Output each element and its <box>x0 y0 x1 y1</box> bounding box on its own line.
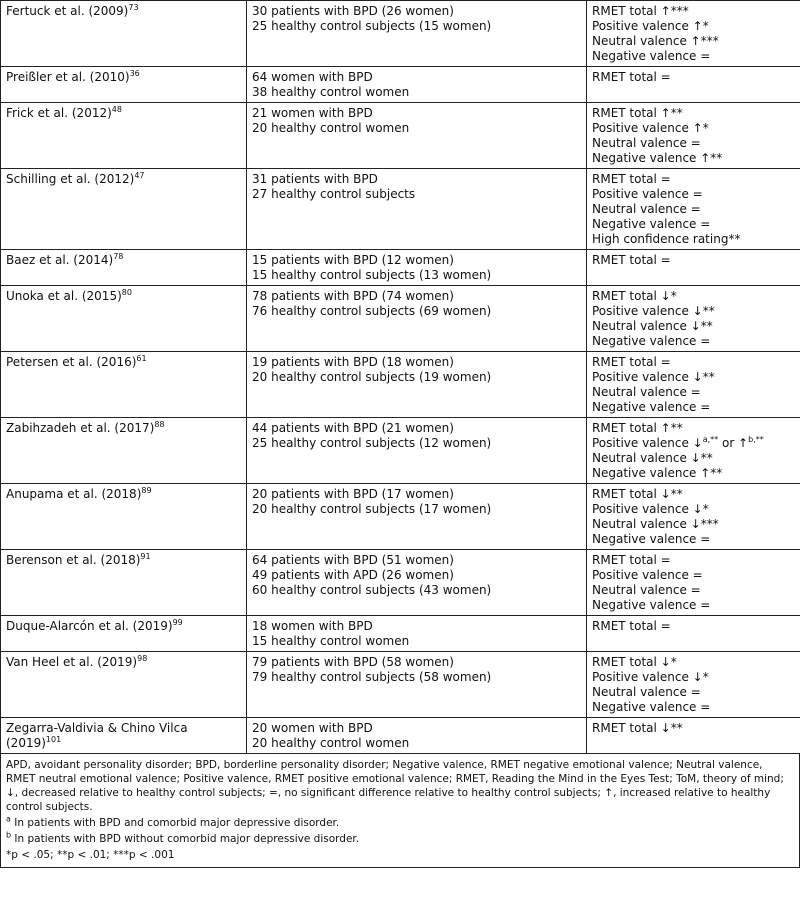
study-cell <box>1 103 247 169</box>
finding-line <box>592 121 795 136</box>
finding-superscript: a,** <box>702 435 719 444</box>
participants-cell <box>247 1 587 67</box>
finding-text: High confidence rating** <box>592 232 741 246</box>
table-row <box>1 1 800 67</box>
finding-text: RMET total ↑** <box>592 106 683 120</box>
finding-superscript: b,** <box>748 435 764 444</box>
study-name: Zegarra-Valdivia & Chino Vilca (2019) <box>6 721 188 750</box>
findings-cell <box>587 250 800 286</box>
participant-line: 60 healthy control subjects (43 women) <box>252 583 492 597</box>
finding-line <box>592 685 795 700</box>
study-name: Berenson et al. (2018) <box>6 553 141 567</box>
study-name: Frick et al. (2012) <box>6 106 112 120</box>
finding-text: Negative valence = <box>592 49 711 63</box>
finding-text: RMET total ↑** <box>592 421 683 435</box>
findings-cell <box>587 550 800 616</box>
findings-cell <box>587 352 800 418</box>
finding-text: Positive valence = <box>592 187 703 201</box>
study-cell <box>1 484 247 550</box>
study-name: Baez et al. (2014) <box>6 253 114 267</box>
finding-text: Positive valence ↑* <box>592 121 709 135</box>
participant-line: 20 healthy control women <box>252 736 410 750</box>
participant-line: 27 healthy control subjects <box>252 187 416 201</box>
table-row <box>1 286 800 352</box>
finding-line <box>592 421 795 436</box>
participant-line: 64 patients with BPD (51 women) <box>252 553 454 567</box>
table-body <box>1 1 800 754</box>
finding-text: RMET total = <box>592 172 671 186</box>
participants-cell <box>247 652 587 718</box>
finding-text: RMET total = <box>592 253 671 267</box>
participant-line: 78 patients with BPD (74 women) <box>252 289 454 303</box>
participant-line: 79 patients with BPD (58 women) <box>252 655 454 669</box>
reference-number: 89 <box>141 486 152 495</box>
finding-text: Neutral valence = <box>592 136 701 150</box>
reference-number: 88 <box>154 420 165 429</box>
participants-cell <box>247 103 587 169</box>
finding-line <box>592 583 795 598</box>
finding-text: or ↑ <box>718 436 749 450</box>
finding-text: Neutral valence ↓** <box>592 451 713 465</box>
study-name: Preißler et al. (2010) <box>6 70 130 84</box>
reference-number: 78 <box>113 252 124 261</box>
finding-line <box>592 136 795 151</box>
finding-line <box>592 517 795 532</box>
footnote-b-mark: b <box>6 830 12 840</box>
finding-line <box>592 19 795 34</box>
participant-line: 44 patients with BPD (21 women) <box>252 421 454 435</box>
reference-number: 36 <box>129 69 140 78</box>
finding-text: RMET total = <box>592 619 671 633</box>
reference-number: 99 <box>172 618 183 627</box>
finding-line <box>592 502 795 517</box>
finding-line <box>592 436 795 451</box>
study-cell <box>1 250 247 286</box>
table-row <box>1 418 800 484</box>
participant-line: 21 women with BPD <box>252 106 373 120</box>
findings-cell <box>587 1 800 67</box>
participant-line: 20 healthy control subjects (19 women) <box>252 370 492 384</box>
finding-text: Positive valence ↓** <box>592 370 715 384</box>
finding-text: Neutral valence = <box>592 685 701 699</box>
participant-line: 20 healthy control women <box>252 121 410 135</box>
study-cell <box>1 718 247 754</box>
footnote-a <box>6 816 794 830</box>
participant-line: 25 healthy control subjects (12 women) <box>252 436 492 450</box>
finding-text: Positive valence = <box>592 568 703 582</box>
finding-text: Positive valence ↓* <box>592 502 709 516</box>
finding-line <box>592 670 795 685</box>
study-name: Fertuck et al. (2009) <box>6 4 129 18</box>
finding-line <box>592 451 795 466</box>
finding-line <box>592 319 795 334</box>
participants-cell <box>247 484 587 550</box>
footnote-a-text: In patients with BPD and comorbid major depressive disorder. <box>14 817 340 829</box>
table-row <box>1 67 800 103</box>
participant-line: 15 patients with BPD (12 women) <box>252 253 454 267</box>
finding-line <box>592 370 795 385</box>
finding-line <box>592 4 795 19</box>
finding-text: Negative valence = <box>592 400 711 414</box>
study-cell <box>1 352 247 418</box>
participant-line: 31 patients with BPD <box>252 172 378 186</box>
finding-text: Negative valence = <box>592 217 711 231</box>
finding-text: Positive valence ↓ <box>592 436 703 450</box>
finding-line <box>592 487 795 502</box>
finding-line <box>592 151 795 166</box>
finding-text: Negative valence = <box>592 532 711 546</box>
abbreviations-note: APD, avoidant personality disorder; BPD, borderline personality disorder; Negative valence, RMET negative emotional valence; Neutral valence, RMET neutral emotional valence; Positive valence, RMET positive emotional valence; RMET, Reading the Mind in the Eyes Test; ToM, theory of mind; ↓, decreased relative to healthy control subjects; =, no significant difference relative to healthy control subjects; ↑, increased relative to healthy control subjects. <box>6 759 784 813</box>
finding-text: Negative valence = <box>592 598 711 612</box>
participant-line: 15 healthy control subjects (13 women) <box>252 268 492 282</box>
participants-cell <box>247 286 587 352</box>
finding-line <box>592 466 795 481</box>
participants-cell <box>247 169 587 250</box>
finding-line <box>592 49 795 64</box>
finding-line <box>592 721 795 736</box>
table-row <box>1 484 800 550</box>
finding-text: Neutral valence ↑*** <box>592 34 719 48</box>
finding-line <box>592 619 795 634</box>
participants-cell <box>247 418 587 484</box>
finding-line <box>592 202 795 217</box>
study-cell <box>1 550 247 616</box>
reference-number: 73 <box>128 3 139 12</box>
finding-line <box>592 532 795 547</box>
reference-number: 80 <box>121 288 132 297</box>
reference-number: 98 <box>137 654 148 663</box>
participants-cell <box>247 352 587 418</box>
footnote-b-text: In patients with BPD without comorbid major depressive disorder. <box>14 833 360 845</box>
finding-text: Positive valence ↓** <box>592 304 715 318</box>
finding-text: RMET total = <box>592 70 671 84</box>
finding-text: Negative valence ↑** <box>592 466 723 480</box>
study-cell <box>1 286 247 352</box>
finding-line <box>592 568 795 583</box>
participant-line: 15 healthy control women <box>252 634 410 648</box>
findings-cell <box>587 418 800 484</box>
finding-line <box>592 106 795 121</box>
study-name: Unoka et al. (2015) <box>6 289 122 303</box>
study-cell <box>1 1 247 67</box>
finding-text: Negative valence = <box>592 334 711 348</box>
findings-cell <box>587 652 800 718</box>
findings-cell <box>587 616 800 652</box>
study-name: Zabihzadeh et al. (2017) <box>6 421 155 435</box>
participant-line: 38 healthy control women <box>252 85 410 99</box>
study-cell <box>1 418 247 484</box>
study-name: Schilling et al. (2012) <box>6 172 135 186</box>
table-row <box>1 652 800 718</box>
findings-cell <box>587 718 800 754</box>
study-cell <box>1 67 247 103</box>
participant-line: 64 women with BPD <box>252 70 373 84</box>
reference-number: 101 <box>45 735 62 744</box>
participant-line: 25 healthy control subjects (15 women) <box>252 19 492 33</box>
finding-line <box>592 34 795 49</box>
study-cell <box>1 652 247 718</box>
finding-line <box>592 400 795 415</box>
finding-text: Neutral valence ↓** <box>592 319 713 333</box>
footnote-b <box>6 832 794 846</box>
footnote-a-mark: a <box>6 814 11 824</box>
table-row <box>1 718 800 754</box>
finding-line <box>592 187 795 202</box>
finding-text: Negative valence = <box>592 700 711 714</box>
finding-text: RMET total ↓* <box>592 289 677 303</box>
finding-text: Positive valence ↓* <box>592 670 709 684</box>
study-name: Van Heel et al. (2019) <box>6 655 138 669</box>
finding-line <box>592 700 795 715</box>
participant-line: 30 patients with BPD (26 women) <box>252 4 454 18</box>
reference-number: 47 <box>134 171 145 180</box>
findings-cell <box>587 286 800 352</box>
study-name: Duque-Alarcón et al. (2019) <box>6 619 173 633</box>
finding-line <box>592 355 795 370</box>
finding-text: RMET total ↓** <box>592 487 683 501</box>
finding-text: RMET total ↓* <box>592 655 677 669</box>
finding-line <box>592 598 795 613</box>
table-row <box>1 550 800 616</box>
participants-cell <box>247 616 587 652</box>
participant-line: 18 women with BPD <box>252 619 373 633</box>
finding-line <box>592 70 795 85</box>
participant-line: 79 healthy control subjects (58 women) <box>252 670 492 684</box>
participant-line: 20 healthy control subjects (17 women) <box>252 502 492 516</box>
participants-cell <box>247 718 587 754</box>
participant-line: 49 patients with APD (26 women) <box>252 568 454 582</box>
findings-cell <box>587 103 800 169</box>
finding-text: Positive valence ↑* <box>592 19 709 33</box>
finding-text: RMET total ↑*** <box>592 4 689 18</box>
finding-line <box>592 385 795 400</box>
participant-line: 76 healthy control subjects (69 women) <box>252 304 492 318</box>
finding-text: Neutral valence = <box>592 385 701 399</box>
table-row <box>1 103 800 169</box>
finding-text: RMET total = <box>592 553 671 567</box>
participant-line: 19 patients with BPD (18 women) <box>252 355 454 369</box>
significance-note: *p < .05; **p < .01; ***p < .001 <box>6 849 175 861</box>
finding-line <box>592 217 795 232</box>
finding-line <box>592 253 795 268</box>
table-row <box>1 352 800 418</box>
participants-cell <box>247 250 587 286</box>
table-row <box>1 616 800 652</box>
participants-cell <box>247 550 587 616</box>
finding-line <box>592 172 795 187</box>
finding-text: Neutral valence = <box>592 202 701 216</box>
finding-text: Negative valence ↑** <box>592 151 723 165</box>
reference-number: 91 <box>140 552 151 561</box>
table-notes <box>0 754 800 868</box>
reference-number: 61 <box>136 354 147 363</box>
finding-line <box>592 232 795 247</box>
study-cell <box>1 169 247 250</box>
study-name: Anupama et al. (2018) <box>6 487 142 501</box>
participant-line: 20 women with BPD <box>252 721 373 735</box>
findings-cell <box>587 67 800 103</box>
finding-line <box>592 553 795 568</box>
table-row <box>1 169 800 250</box>
findings-cell <box>587 169 800 250</box>
findings-cell <box>587 484 800 550</box>
participants-cell <box>247 67 587 103</box>
finding-line <box>592 289 795 304</box>
finding-text: Neutral valence ↓*** <box>592 517 719 531</box>
study-name: Petersen et al. (2016) <box>6 355 137 369</box>
finding-text: RMET total = <box>592 355 671 369</box>
finding-line <box>592 334 795 349</box>
finding-text: RMET total ↓** <box>592 721 683 735</box>
table-row <box>1 250 800 286</box>
finding-line <box>592 655 795 670</box>
finding-text: Neutral valence = <box>592 583 701 597</box>
finding-line <box>592 304 795 319</box>
participant-line: 20 patients with BPD (17 women) <box>252 487 454 501</box>
reference-number: 48 <box>111 105 122 114</box>
study-cell <box>1 616 247 652</box>
